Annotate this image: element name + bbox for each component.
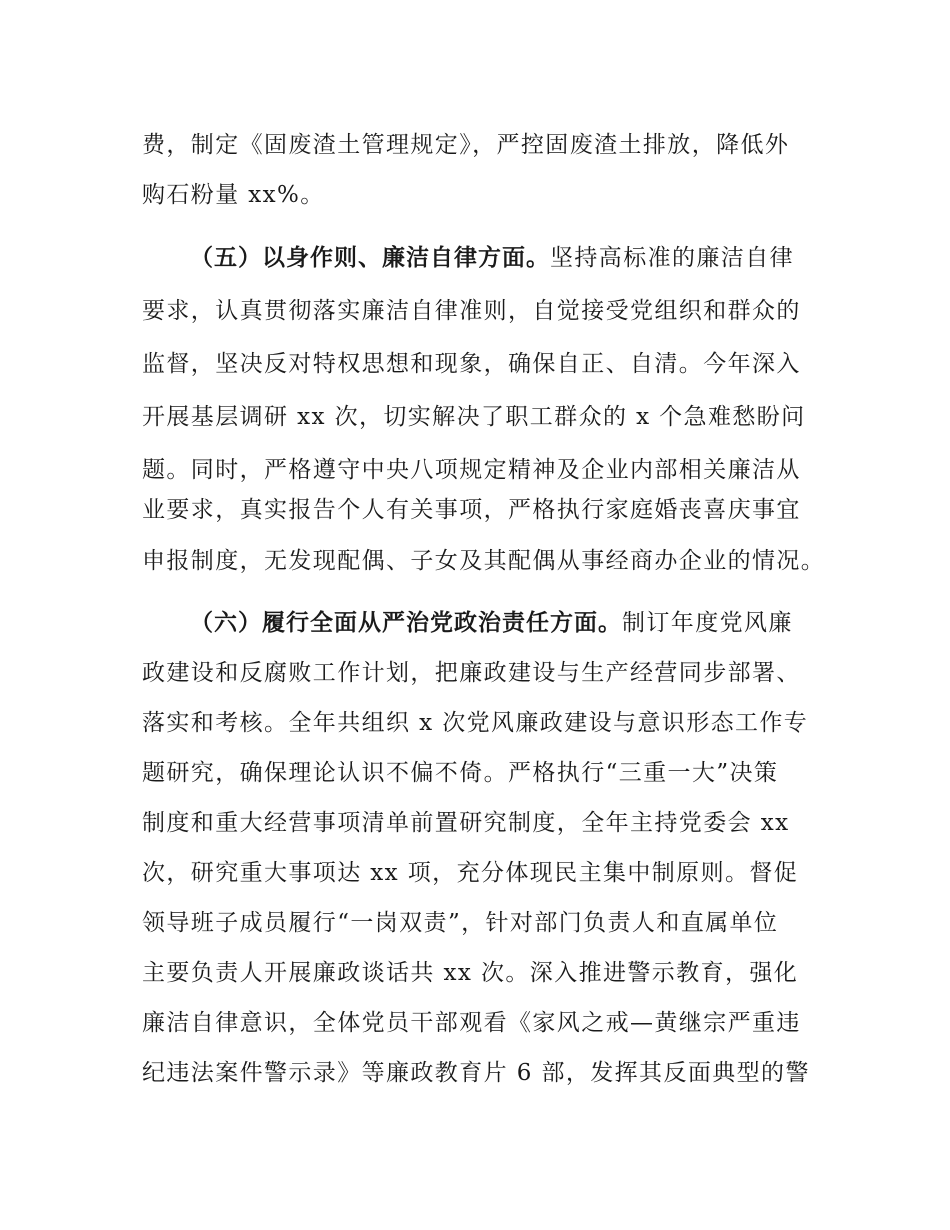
section-5-heading: （五）以身作则、廉洁自律方面。 xyxy=(190,245,550,271)
paragraph-line: 费，制定《固废渣土管理规定》，严控固废渣土排放，降低外 xyxy=(142,132,790,158)
paragraph-line: 购石粉量 xx%。 xyxy=(142,182,325,208)
section-5-first-line-text: 坚持高标准的廉洁自律 xyxy=(550,245,794,271)
paragraph-line: 要求，认真贯彻落实廉洁自律准则，自觉接受党组织和群众的 xyxy=(142,298,801,324)
section-6-first-line-text: 制订年度党风廉 xyxy=(622,610,793,636)
section-5-first-line xyxy=(190,243,870,273)
paragraph-line: 开展基层调研 xx 次，切实解决了职工群众的 x 个急难愁盼问 xyxy=(142,404,806,430)
paragraph-line: 次，研究重大事项达 xx 项，充分体现民主集中制原则。督促 xyxy=(142,860,799,886)
section-6-heading: （六）履行全面从严治党政治责任方面。 xyxy=(190,610,622,636)
paragraph-line: 领导班子成员履行“一岗双责”，针对部门负责人和直属单位 xyxy=(142,910,779,936)
paragraph-line: 题研究，确保理论认识不偏不倚。严格执行“三重一大”决策 xyxy=(142,760,779,786)
paragraph-line: 题。同时，严格遵守中央八项规定精神及企业内部相关廉洁从 xyxy=(142,457,801,483)
paragraph-line: 业要求，真实报告个人有关事项，严格执行家庭婚丧喜庆事宜 xyxy=(142,497,801,523)
paragraph-line: 监督，坚决反对特权思想和现象，确保自正、自清。今年深入 xyxy=(142,351,801,377)
paragraph-line: 廉洁自律意识，全体党员干部观看《家风之戒—黄继宗严重违 xyxy=(142,1010,801,1036)
section-6-first-line xyxy=(190,608,870,638)
paragraph-line: 主要负责人开展廉政谈话共 xx 次。深入推进警示教育，强化 xyxy=(142,960,799,986)
paragraph-line: 纪违法案件警示录》等廉政教育片 6 部，发挥其反面典型的警 xyxy=(142,1060,810,1086)
paragraph-line: 政建设和反腐败工作计划，把廉政建设与生产经营同步部署、 xyxy=(142,660,801,686)
paragraph-line: 落实和考核。全年共组织 x 次党风廉政建设与意识形态工作专 xyxy=(142,710,809,736)
paragraph-line: 制度和重大经营事项清单前置研究制度，全年主持党委会 xx xyxy=(142,810,790,836)
paragraph-line: 申报制度，无发现配偶、子女及其配偶从事经商办企业的情况。 xyxy=(142,548,826,574)
